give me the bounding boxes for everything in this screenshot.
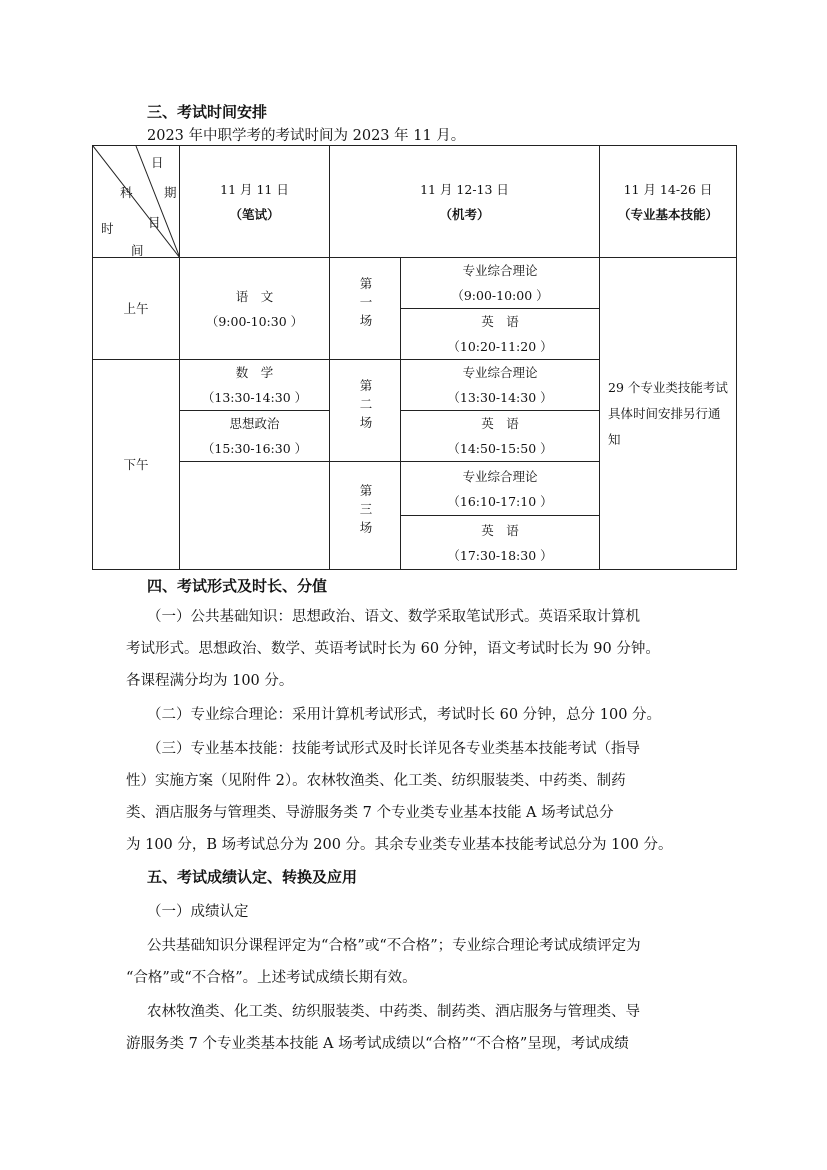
section4-p1-line2: 考试形式。思想政治、数学、英语考试时长为 60 分钟，语文考试时长为 90 分钟。 [126, 641, 660, 657]
section5-p1-line2: “合格”或“不合格”。上述考试成绩长期有效。 [126, 970, 417, 986]
header-skills-date: 11 月 14-26 日 [623, 181, 713, 197]
session3-label: 第三场 [358, 483, 373, 540]
section5-heading: 五、考试成绩认定、转换及应用 [147, 868, 358, 886]
cell-pm-written2 [180, 411, 330, 462]
cell-s3-theory [401, 462, 600, 516]
s2-theory-subject: 专业综合理论 [462, 365, 538, 380]
s1-theory-subject: 专业综合理论 [462, 263, 538, 278]
cell-s1-theory [401, 258, 600, 309]
section5-p2-line1: 农林牧渔类、化工类、纺织服装类、中药类、制药类、酒店服务与管理类、导 [147, 1004, 640, 1020]
section4-p1-line3: 各课程满分均为 100 分。 [126, 673, 294, 689]
section4-p1-line1: （一）公共基础知识：思想政治、语文、数学采取笔试形式。英语采取计算机 [147, 609, 640, 625]
header-computer-type: （机考） [439, 206, 490, 222]
header-computer [330, 146, 600, 258]
header-written-type: （笔试） [229, 206, 280, 222]
cell-pm-written-empty [180, 462, 330, 570]
section4-p3-line3: 类、酒店服务与管理类、导游服务类 7 个专业类专业基本技能 A 场考试总分 [126, 805, 614, 821]
am-written-subject: 语 文 [235, 288, 274, 304]
section5-p2-line2: 游服务类 7 个专业类基本技能 A 场考试成绩以“合格”“不合格”呈现，考试成绩 [126, 1036, 629, 1052]
s2-theory-time: （13:30-14:30 ） [447, 390, 553, 405]
header-written-date: 11 月 11 日 [220, 181, 289, 197]
s2-english-subject: 英 语 [481, 416, 519, 431]
section4-p2: （二）专业综合理论：采用计算机考试形式，考试时长 60 分钟，总分 100 分。 [147, 707, 662, 723]
cell-pm-written1 [180, 360, 330, 411]
s3-theory-subject: 专业综合理论 [462, 468, 538, 484]
s3-theory-time: （16:10-17:10 ） [447, 493, 553, 509]
cell-am-written [180, 258, 330, 360]
pm-written1-time: （13:30-14:30 ） [201, 390, 308, 405]
cell-s2-english [401, 411, 600, 462]
row-label-pm: 下午 [93, 360, 180, 570]
skills-notice: 29 个专业类技能考试具体时间安排另行通知 [600, 258, 737, 570]
header-written [180, 146, 330, 258]
cell-s1-english [401, 309, 600, 360]
section3-intro: 2023 年中职学考的考试时间为 2023 年 11 月。 [147, 128, 466, 144]
row-label-am: 上午 [93, 258, 180, 360]
section4-p3-line4: 为 100 分，B 场考试总分为 200 分。其余专业类专业基本技能考试总分为 100 分。 [126, 837, 673, 853]
header-skills [600, 146, 737, 258]
header-skills-type: （专业基本技能） [617, 206, 718, 222]
corner-label-ri: 日 [151, 155, 164, 170]
corner-label-mu: 目 [148, 215, 161, 230]
session2-label: 第二场 [358, 378, 373, 435]
s3-english-time: （17:30-18:30 ） [447, 547, 553, 563]
section3-heading: 三、考试时间安排 [147, 103, 268, 121]
pm-written2-subject: 思想政治 [229, 416, 280, 431]
pm-written1-subject: 数 学 [235, 365, 274, 380]
corner-label-qi: 期 [164, 185, 177, 200]
session1-label-cell [330, 258, 401, 360]
section4-heading: 四、考试形式及时长、分值 [147, 577, 328, 595]
pm-written2-time: （15:30-16:30 ） [201, 441, 308, 456]
s3-english-subject: 英 语 [481, 522, 519, 538]
s1-english-subject: 英 语 [481, 314, 519, 329]
session1-label: 第一场 [358, 276, 373, 333]
s1-theory-time: （9:00-10:00 ） [451, 288, 549, 303]
header-computer-date: 11 月 12-13 日 [420, 181, 509, 197]
section4-p3-line1: （三）专业基本技能：技能考试形式及时长详见各专业类基本技能考试（指导 [147, 741, 640, 757]
section5-p1-line1: 公共基础知识分课程评定为“合格”或“不合格”；专业综合理论考试成绩评定为 [147, 938, 641, 954]
session3-label-cell [330, 462, 401, 570]
exam-schedule-table [92, 145, 737, 570]
corner-label-jian: 间 [131, 243, 144, 258]
cell-s3-english [401, 516, 600, 570]
s1-english-time: （10:20-11:20 ） [447, 339, 553, 354]
s2-english-time: （14:50-15:50 ） [447, 441, 553, 456]
am-written-time: （9:00-10:30 ） [205, 313, 304, 329]
session2-label-cell [330, 360, 401, 462]
corner-label-shi: 时 [101, 221, 114, 236]
section5-sub1: （一）成绩认定 [147, 904, 249, 920]
corner-label-ke: 科 [120, 185, 133, 200]
cell-s2-theory [401, 360, 600, 411]
table-corner-cell [93, 146, 180, 258]
section4-p3-line2: 性）实施方案（见附件 2）。农林牧渔类、化工类、纺织服装类、中药类、制药 [126, 773, 626, 789]
